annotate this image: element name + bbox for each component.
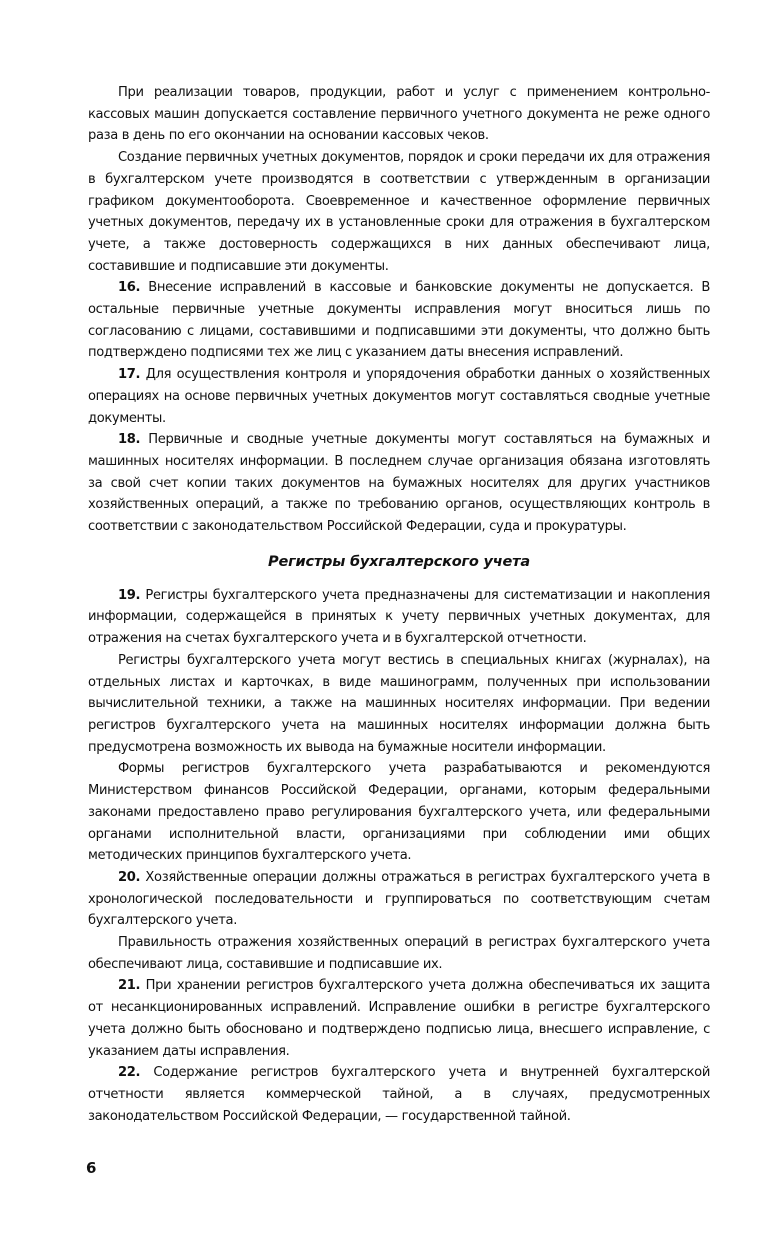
paragraph-number: 19. [118, 587, 141, 603]
paragraph-text: Создание первичных учетных документов, порядок и сроки передачи их для отражения в бухгалтерском учете производятся в соответствии с утвержденным в организации графиком документооборота. Своевременное и качественное оформление первичных учетных документов, передачу их в установленные сроки для отражения в бухгалтерском учете, а также достоверность содержащихся в них данных обеспечивают лица, составившие и подписавшие эти документы. [88, 150, 710, 274]
paragraph-number: 18. [118, 432, 141, 448]
paragraph [88, 932, 710, 975]
paragraph-text: Содержание регистров бухгалтерского учета и внутренней бухгалтерской отчетности является коммерческой тайной, а в случаях, предусмотренных законодательством Российской Федерации, — государственной тайной. [88, 1065, 710, 1124]
paragraph-16 [88, 277, 710, 364]
page-body [88, 82, 710, 1127]
paragraph-text: Правильность отражения хозяйственных операций в регистрах бухгалтерского учета обеспечивают лица, составившие и подписавшие их. [88, 935, 710, 972]
paragraph-text: При реализации товаров, продукции, работ и услуг с применением контрольно-кассовых машин допускается составление первичного учетного документа не реже одного раза в день по его окончании на основании кассовых чеков. [88, 85, 710, 144]
paragraph-number: 20. [118, 869, 141, 885]
paragraph-19 [88, 585, 710, 650]
paragraph [88, 147, 710, 277]
paragraphs-before-section [88, 82, 710, 538]
page-number: 6 [86, 1159, 97, 1177]
paragraph-text: Хозяйственные операции должны отражаться в регистрах бухгалтерского учета в хронологической последовательности и группироваться по соответствующим счетам бухгалтерского учета. [88, 869, 710, 929]
paragraph-text: Регистры бухгалтерского учета предназначены для систематизации и накопления информации, содержащейся в принятых к учету первичных учетных документах, для отражения на счетах бухгалтерского учета и в бухгалтерской отчетности. [88, 587, 710, 647]
paragraph-number: 16. [118, 280, 141, 296]
paragraph-text: При хранении регистров бухгалтерского учета должна обеспечиваться их защита от несанкционированных исправлений. Исправление ошибки в регистре бухгалтерского учета должно быть обосновано и подтверждено подписью лица, внесшего исправление, с указанием даты исправления. [88, 978, 710, 1059]
paragraph-text: Внесение исправлений в кассовые и банковские документы не допускается. В остальные первичные учетные документы исправления могут вноситься лишь по согласованию с лицами, составившими и подписавшими эти документы, что должно быть подтверждено подписями тех же лиц с указанием даты внесения исправлений. [88, 280, 710, 361]
paragraph-22 [88, 1062, 710, 1127]
paragraph-text: Формы регистров бухгалтерского учета разрабатываются и рекомендуются Министерством финансов Российской Федерации, органами, которым федеральными законами предоставлено право регулирования бухгалтерского учета, или федеральными органами исполнительной власти, организациями при соблюдении ими общих методических принципов бухгалтерского учета. [88, 761, 710, 864]
paragraph-20 [88, 867, 710, 932]
paragraph-number: 17. [118, 367, 141, 383]
paragraph-17 [88, 364, 710, 429]
paragraph [88, 758, 710, 867]
paragraph-text: Для осуществления контроля и упорядочения обработки данных о хозяйственных операциях на основе первичных учетных документов могут составляться сводные учетные документы. [88, 367, 710, 426]
paragraph-text: Регистры бухгалтерского учета могут вестись в специальных книгах (журналах), на отдельных листах и карточках, в виде машинограмм, полученных при использовании вычислительной техники, а также на машинных носителях информации. При ведении регистров бухгалтерского учета на машинных носителях информации должна быть предусмотрена возможность их вывода на бумажные носители информации. [88, 652, 710, 755]
paragraph-18 [88, 429, 710, 538]
paragraph-number: 22. [118, 1065, 141, 1081]
paragraph-21 [88, 975, 710, 1062]
section-title: Регистры бухгалтерского учета [268, 553, 530, 570]
paragraph [88, 82, 710, 147]
paragraph-text: Первичные и сводные учетные документы могут составляться на бумажных и машинных носителях информации. В последнем случае организация обязана изготовлять за свой счет копии таких документов на бумажных носителях для других участников хозяйственных операций, а также по требованию органов, осуществляющих контроль в соответствии с законодательством Российской Федерации, суда и прокуратуры. [88, 432, 710, 535]
paragraphs-after-section [88, 585, 710, 1128]
paragraph-number: 21. [118, 978, 141, 994]
paragraph [88, 650, 710, 759]
